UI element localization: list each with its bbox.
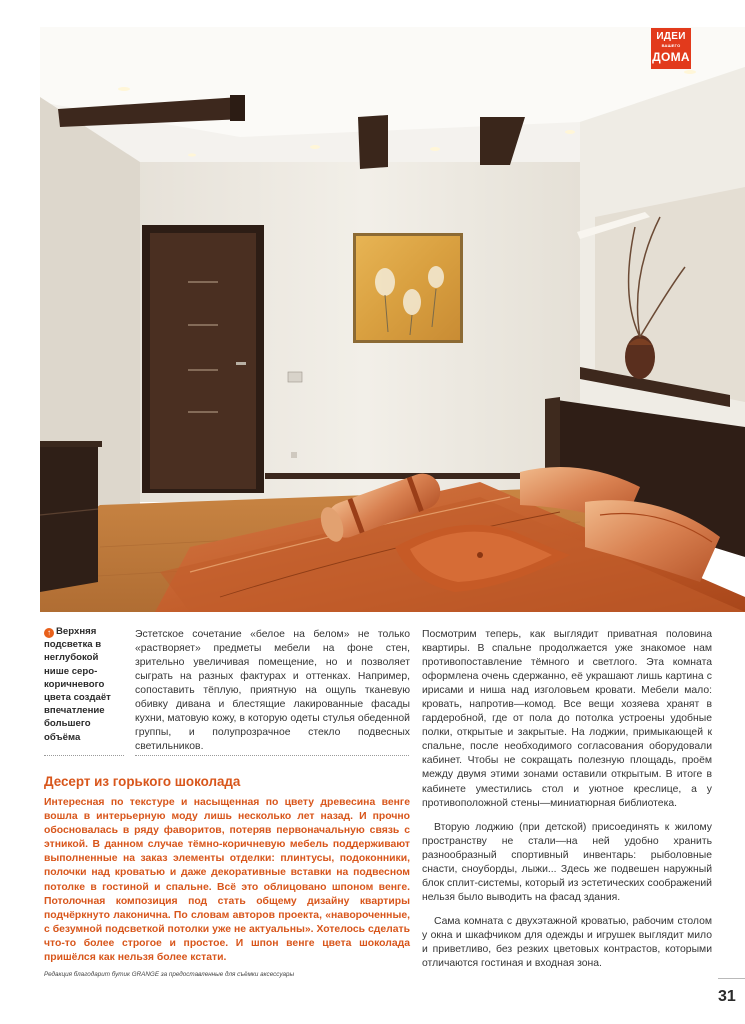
arrow-up-icon: ↑: [44, 628, 54, 638]
logo-line-3: ДОМА: [652, 50, 690, 64]
page-marker-line: [718, 978, 745, 983]
page-number: 31: [718, 988, 736, 1005]
logo-line-1: ИДЕИ: [656, 31, 686, 42]
paragraph: Эстетское сочетание «белое на белом» не только «растворяет» предметы мебели на фоне стен, зрительно увеличивая помещение, но и позволяет сыграть на разных фактурах и оттенках. Например, сопоставить тёплую, приятную на ощупь тканевую обивку дивана и блестящие лакированные фасады кухни, матовую кожу, в которую одеты стулья обеденной группы, и полупрозрачное стекло подвесных светильников.: [135, 629, 410, 753]
article-column-right: [422, 628, 712, 971]
caption-text: Верхняя подсветка в неглубокой нише серо-коричневого цвета создаёт впечатление большего объёма: [44, 626, 111, 743]
article-column-middle: [135, 628, 410, 754]
photo-caption: [44, 625, 124, 744]
photo-credit: Редакция благодарит бутик GRANGE за предоставленные для съёмки аксессуары: [44, 971, 295, 978]
logo-line-2: ВАШЕГО: [661, 43, 681, 48]
divider: [135, 755, 409, 756]
bedroom-photo: [40, 27, 745, 612]
paragraph: Посмотрим теперь, как выглядит приватная половина квартиры. В спальне продолжается уже знакомое нам противопоставление тёмного и светлого. Эта комната оформлена очень сдержанно, её украшают лишь картина с ирисами и ниша над изголовьем кровати. Мебели мало: кровать, напротив—комод. Все вещи хозяева хранят в гардеробной, где от пола до потолка устроены удобные полки, открытые и закрытые. На лоджии, примыкающей к спальне, после необходимого согласования оборудовали кабинет. Чтобы не сокращать полезную площадь, проём между двумя этими зонами оставили открытым. В итоге в кабинете уместились стол и уютное креслице, а у противоположной стены—миниатюрная библиотека.: [422, 629, 712, 809]
section-heading: Десерт из горького шоколада: [44, 774, 241, 789]
paragraph: Вторую лоджию (при детской) присоединять к жилому пространству не стали—на ней удобно хранить разнообразный спортивный инвентарь: рыболовные снасти, сноуборды, лыжи... Здесь же подвешен наружный блок сплит-системы, который из эстетических соображений нельзя было выводить на фасад здания.: [422, 821, 712, 903]
divider: [44, 755, 124, 756]
paragraph: Сама комната с двухэтажной кроватью, рабочим столом у окна и шкафчиком для одежды и игрушек выглядит мило и приветливо, без резких цветовых контрастов, которыми отличаются гостиная и входная зона.: [422, 915, 712, 970]
magazine-logo: [651, 28, 691, 69]
section-lead: Интересная по текстуре и насыщенная по цвету древесина венге вошла в интерьерную моду лишь несколько лет назад. И прочно обосновалась в ряду фаворитов, потеряв первоначальную связь с этникой. В данном случае тёмно-коричневую мебель поддерживают выполненные на заказ элементы отделки: плинтусы, подоконники, полочки над кроватью и даже декоративные вставки на подвесном потолке в гостиной и спальне. Всё это облицовано шпоном венге. Потолочная композиция под стать общему дизайну квартиры подчёркнуто лаконична. По словам авторов проекта, «навороченные, с безумной подсветкой потолки уже не актуальны». Хотелось сделать что-то более строгое и простое. И шпон венге цвета шоколада пришёлся как нельзя более кстати.: [44, 797, 410, 964]
